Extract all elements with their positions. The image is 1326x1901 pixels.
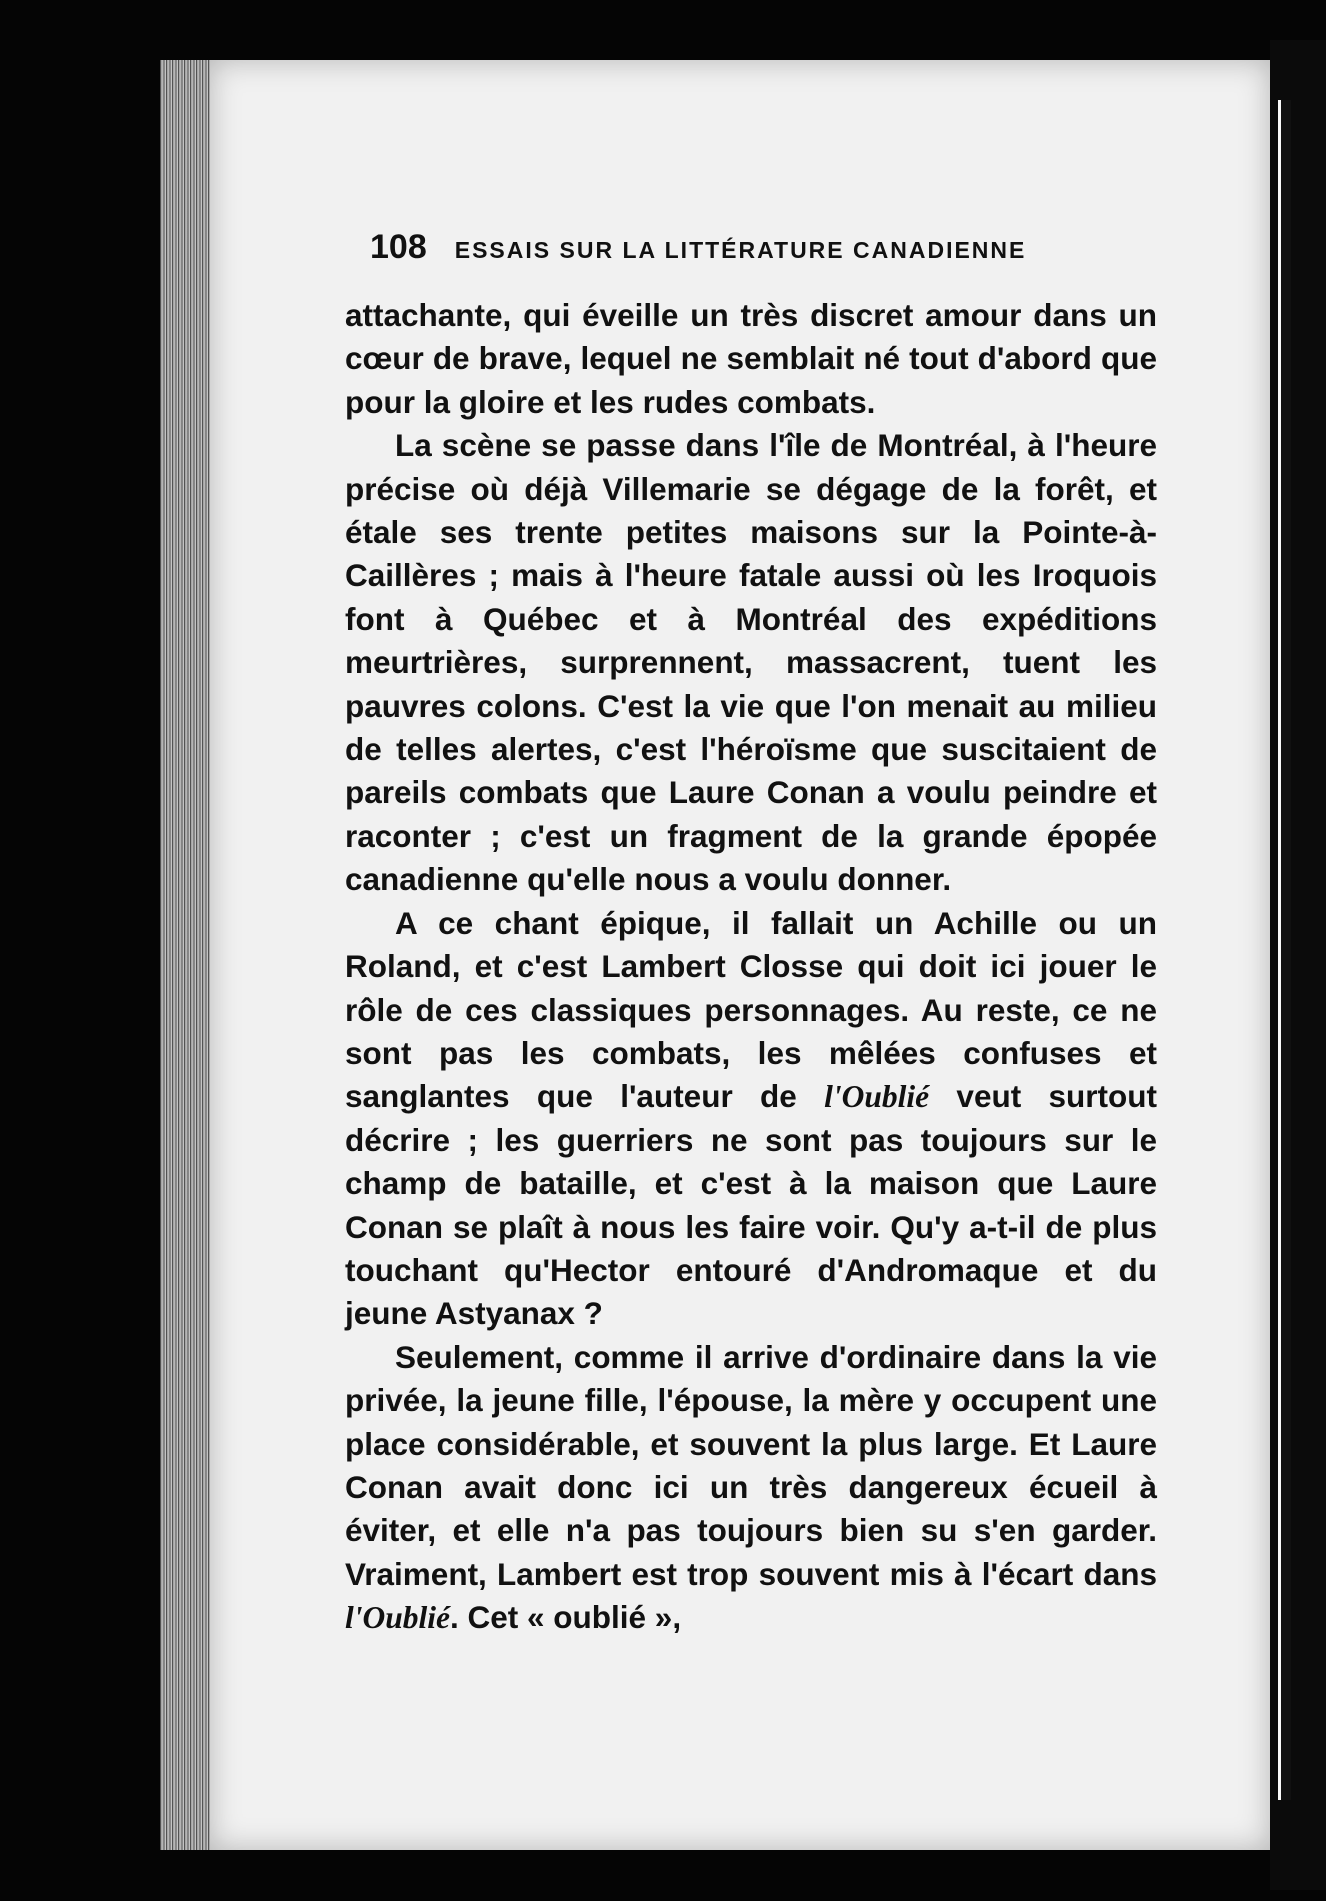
- book-title-italic: l'Oublié: [824, 1079, 930, 1115]
- paragraph-3-text-b: veut surtout décrire ; les guerriers ne sont pas toujours sur le champ de bataille, et c'est à la maison que Laure Conan se plaît à nous les faire voir. Qu'y a-t-il de plus touchant qu'Hector entouré d'Andromaque et du jeune Astyanax ?: [345, 1078, 1157, 1332]
- page-number: 108: [370, 228, 427, 266]
- paragraph-1-text: attachante, qui éveille un très discret amour dans un cœur de brave, lequel ne semblait né tout d'abord que pour la gloire et les rudes combats.: [345, 297, 1157, 420]
- paragraph-1: [345, 294, 1157, 424]
- body-text: [345, 294, 1157, 1640]
- book-title-italic: l'Oublié: [345, 1600, 451, 1636]
- paragraph-3: [345, 902, 1157, 1336]
- paragraph-2-text: La scène se passe dans l'île de Montréal, à l'heure précise où déjà Villemarie se dégage de la forêt, et étale ses trente petites maisons sur la Pointe-à-Caillères ; mais à l'heure fatale aussi où les Iroquois font à Québec et à Montréal des expéditions meurtrières, surprennent, massacrent, tuent les pauvres colons. C'est la vie que l'on menait au milieu de telles alertes, c'est l'héroïsme que suscitaient de pareils combats que Laure Conan a voulu peindre et raconter ; c'est un fragment de la grande épopée canadienne qu'elle nous a voulu donner.: [345, 427, 1157, 898]
- paragraph-4: [345, 1336, 1157, 1640]
- facing-page-edge: [1278, 100, 1291, 1800]
- page-header: [370, 228, 1070, 278]
- running-head: ESSAIS SUR LA LITTÉRATURE CANADIENNE: [454, 237, 1027, 263]
- paragraph-4-text-b: . Cet « oublié »,: [450, 1599, 682, 1636]
- paragraph-4-text-a: Seulement, comme il arrive d'ordinaire dans la vie privée, la jeune fille, l'épouse, la mère y occupent une place considérable, et souvent la plus large. Et Laure Conan avait donc ici un très dangereux écueil à éviter, et elle n'a pas toujours bien su s'en garder. Vraiment, Lambert est trop souvent mis à l'écart dans: [345, 1338, 1157, 1592]
- paragraph-3-text-a: A ce chant épique, il fallait un Achille ou un Roland, et c'est Lambert Closse qui doit ici jouer le rôle de ces classiques personnages. Au reste, ce ne sont pas les combats, les mêlées confuses et sanglantes que l'auteur de: [345, 904, 1157, 1115]
- paragraph-2: [345, 424, 1157, 901]
